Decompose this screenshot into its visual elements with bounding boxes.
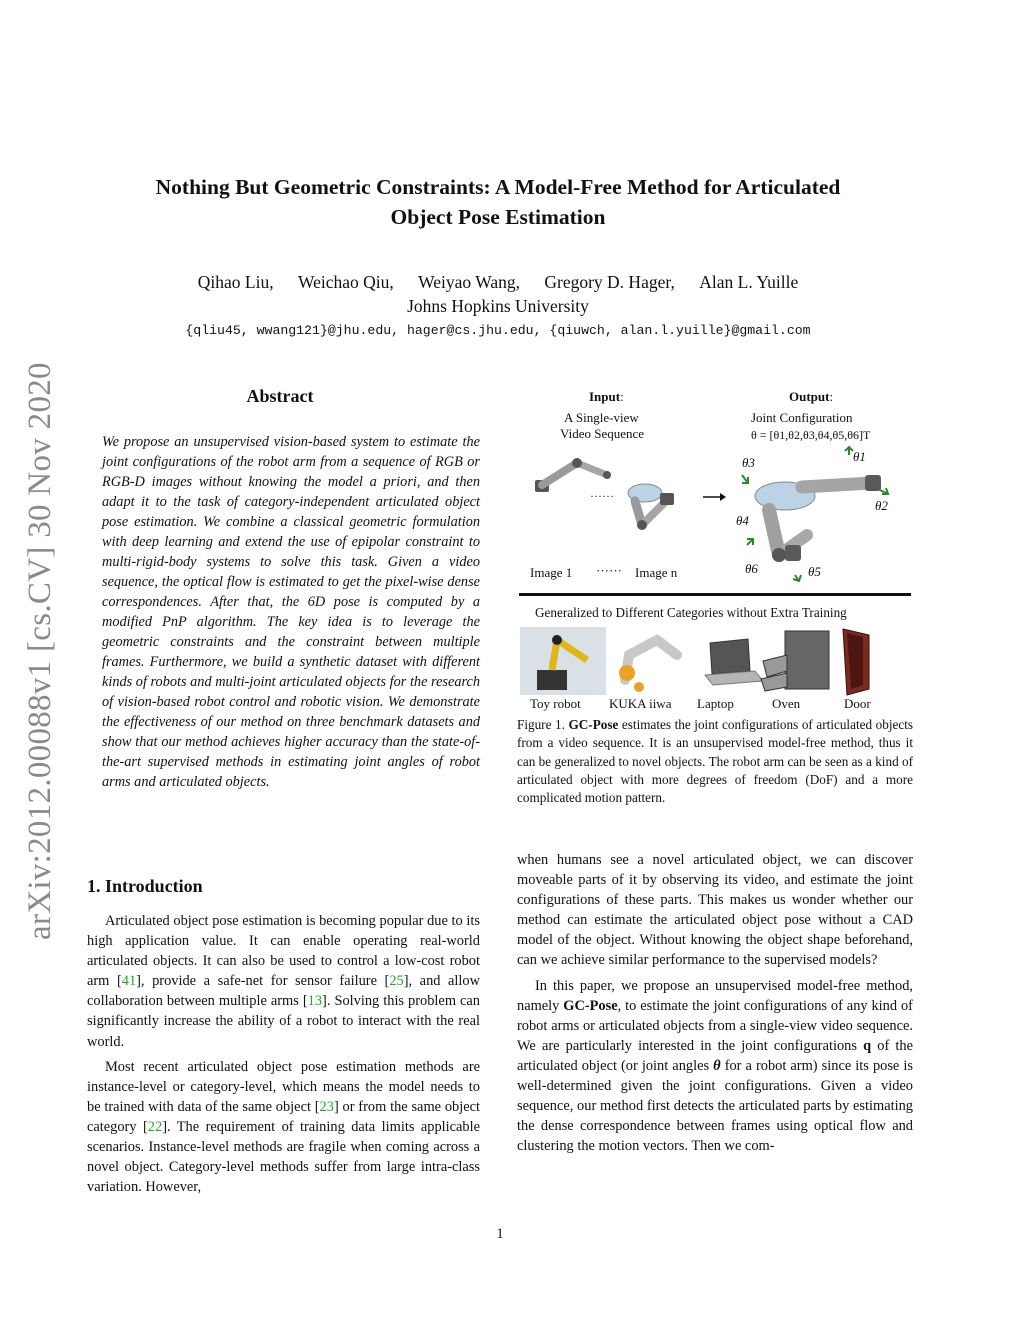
author-2: Weichao Qiu, — [297, 272, 394, 292]
robot-image-n — [628, 484, 674, 530]
generalized-heading: Generalized to Different Categories without Extra Training — [535, 605, 847, 620]
image-dots: ······ — [596, 563, 622, 578]
figure-divider — [519, 593, 911, 596]
intro-paragraph-1: Articulated object pose estimation is becoming popular due to its high application value. It can enable operating real-world articulated objects. It can also be used to control a low-cost robot arm [41], provide a safe-net for sensor failure [25], and allow collaboration between multiple arms [13]. Solving this problem can significantly increase the ability of a robot to interact with the real world. — [87, 913, 481, 1050]
robot-arm-output — [742, 447, 888, 581]
theta-2-label: θ2 — [875, 498, 888, 513]
oven-image — [761, 631, 829, 691]
citation-link[interactable]: 22 — [147, 1118, 163, 1135]
robot-arm-illustration — [517, 385, 917, 590]
citation-link[interactable]: 41 — [121, 973, 137, 990]
abstract-heading: Abstract — [246, 386, 314, 406]
page-number: 1 — [496, 1226, 504, 1242]
category-oven: Oven — [772, 696, 801, 711]
category-door: Door — [844, 696, 871, 711]
output-label: Output: — [789, 389, 834, 404]
title-line-2: Object Pose Estimation — [390, 205, 606, 229]
intro-paragraph-2: Most recent articulated object pose estimation methods are instance-level or category-level, which means the model needs to be trained with data of the same object [23] or from the same object category [22]. The requirement of training data limits applicable scenarios. Instance-level methods are fragile when coming across a novel object. Category-level methods suffer from large intra-class variation. However, — [87, 1058, 481, 1196]
introduction-body — [87, 911, 480, 1197]
citation-link[interactable]: 23 — [319, 1098, 334, 1115]
toy-robot-image — [520, 627, 606, 695]
author-list — [60, 270, 936, 294]
title-line-1: Nothing But Geometric Constraints: A Model-Free Method for Articulated — [155, 175, 841, 199]
category-thumbnails — [517, 625, 917, 700]
citation-link[interactable]: 25 — [389, 973, 404, 990]
input-label: Input: — [589, 389, 624, 404]
author-5: Alan L. Yuille — [699, 272, 799, 292]
category-kuka-iiwa: KUKA iiwa — [609, 696, 672, 711]
figure-1 — [517, 385, 917, 715]
right-column-body — [517, 850, 913, 1156]
output-description: Joint Configuration — [751, 410, 853, 425]
theta-5-label: θ5 — [808, 564, 821, 579]
theta-6-label: θ6 — [745, 561, 758, 576]
author-emails: {qliu45, wwang121}@jhu.edu, hager@cs.jhu.edu, {qiuwch, alan.l.yuille}@gmail.com — [185, 323, 811, 338]
input-description-2: Video Sequence — [560, 426, 645, 441]
sequence-dots: ······ — [590, 489, 614, 503]
robot-image-1 — [535, 458, 611, 492]
category-toy-robot: Toy robot — [530, 696, 581, 711]
arxiv-stamp: arXiv:2012.00088v1 [cs.CV] 30 Nov 2020 — [22, 362, 58, 940]
paper-title — [60, 172, 936, 232]
right-paragraph-2: In this paper, we propose an unsupervised model-free method, namely GC-Pose, to estimate the joint configurations of any kind of robot arms or articulated objects from a single-view video sequence. We are particularly interested in the joint configurations q of the articulated object (or joint angles θ for a robot arm) since its pose is well-determined given the joint configurations. Given a video sequence, our method first detects the articulated parts by estimating the dense correspondence between frames using optical flow and clustering the motion vectors. Then we com- — [517, 977, 914, 1155]
author-4: Gregory D. Hager, — [544, 272, 675, 292]
output-formula: θ = [θ1,θ2,θ3,θ4,θ5,θ6]T — [751, 428, 871, 442]
author-3: Weiyao Wang, — [418, 272, 520, 292]
kuka-iiwa-image — [619, 640, 677, 692]
laptop-image — [705, 639, 763, 685]
author-1: Qihao Liu, — [197, 272, 274, 292]
figure-1-caption: Figure 1. GC-Pose estimates the joint configurations of articulated objects from a video sequence. It is an unsupervised model-free method, thus it can be generalized to novel objects. The robot arm can be seen as a kind of articulated object with more degrees of freedom (DoF) and a more complicated motion pattern. — [517, 717, 913, 806]
theta-4-label: θ4 — [736, 513, 749, 528]
input-description-1: A Single-view — [564, 410, 639, 425]
citation-link[interactable]: 13 — [307, 993, 323, 1010]
image-n-label: Image n — [635, 565, 678, 580]
door-image — [843, 629, 869, 695]
image-1-label: Image 1 — [530, 565, 573, 580]
theta-3-label: θ3 — [742, 455, 755, 470]
abstract-text: We propose an unsupervised vision-based system to estimate the joint configurations of the robot arm from a sequence of RGB or RGB-D images without knowing the model a priori, and then adapt it to the task of category-independent articulated object pose estimation. We combine a classical geometric formulation with deep learning and extend the use of epipolar constraint to multi-rigid-body systems to solve this task. Given a video sequence, the optical flow is estimated to get the pixel-wise dense correspondences. After that, the 6D pose is computed by a modified PnP algorithm. The key idea is to leverage the geometric constraints and the constraint between multiple frames. Furthermore, we build a synthetic dataset with different kinds of robots and multi-joint articulated objects for the research of vision-based robot control and robotic vision. We demonstrate the effectiveness of our method on three benchmark datasets and show that our method achieves higher accuracy than the state-of-the-art supervised methods in estimating joint angles of robot arms and articulated objects. — [102, 434, 480, 790]
right-paragraph-1: when humans see a novel articulated object, we can discover moveable parts of it by observing its video, and estimate the joint configurations of these parts. This makes us wonder whether our method can estimate the articulated object pose without a CAD model of the object. Without knowing the object shape beforehand, can we achieve similar performance to the supervised models? — [517, 852, 913, 969]
theta-1-label: θ1 — [853, 449, 866, 464]
category-laptop: Laptop — [697, 696, 734, 711]
affiliation: Johns Hopkins University — [407, 296, 589, 316]
introduction-heading: 1. Introduction — [87, 876, 203, 896]
